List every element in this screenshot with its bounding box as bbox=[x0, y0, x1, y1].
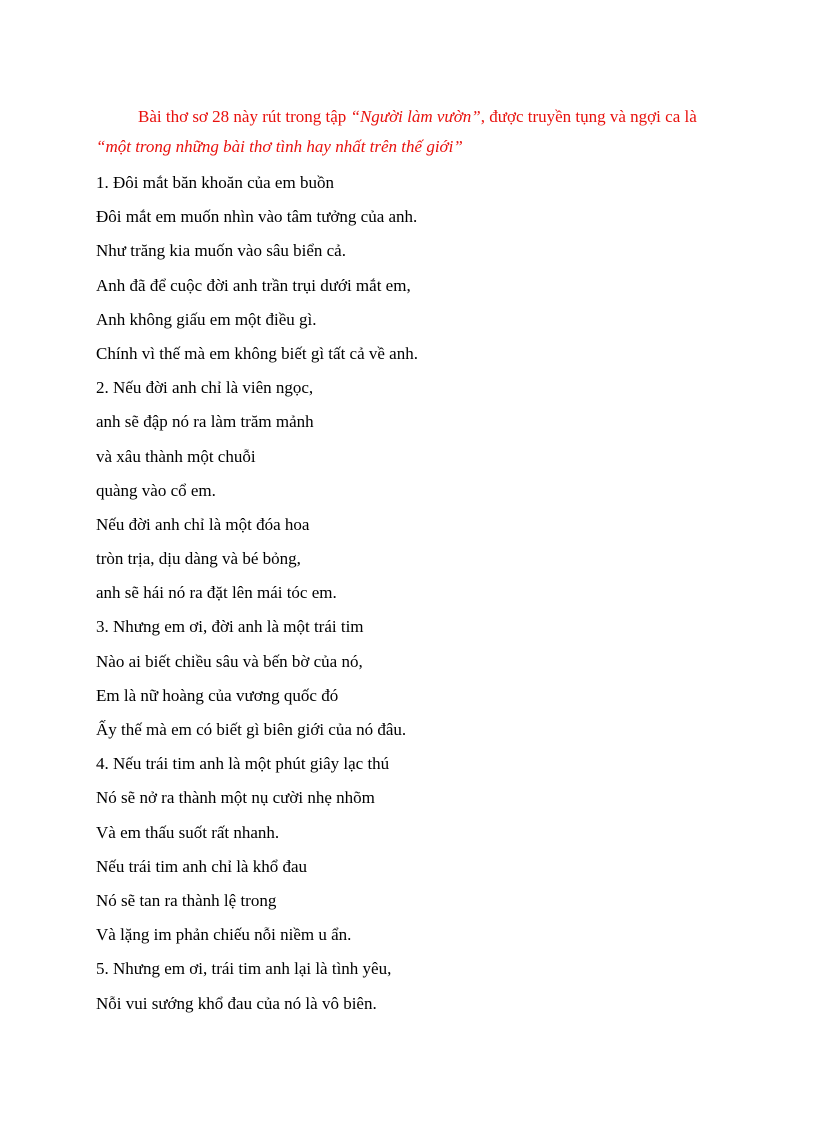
intro-line-1 bbox=[96, 102, 786, 132]
intro-paragraph bbox=[96, 102, 786, 162]
poem-line: Nếu đời anh chỉ là một đóa hoa bbox=[96, 514, 310, 534]
intro-quote: “một trong những bài thơ tình hay nhất trên thế giới” bbox=[96, 137, 463, 156]
poem-line: Nỗi vui sướng khổ đau của nó là vô biên. bbox=[96, 993, 377, 1013]
poem-line: 2. Nếu đời anh chỉ là viên ngọc, bbox=[96, 378, 314, 398]
poem-body bbox=[96, 170, 786, 1025]
poem-line: Như trăng kia muốn vào sâu biển cả. bbox=[96, 241, 346, 261]
poem-line: Nếu trái tim anh chỉ là khổ đau bbox=[96, 856, 308, 876]
poem-line: quàng vào cổ em. bbox=[96, 480, 216, 500]
poem-line: 4. Nếu trái tim anh là một phút giây lạc thú bbox=[96, 754, 390, 774]
book-title: “Người làm vườn” bbox=[350, 107, 481, 126]
poem-line: và xâu thành một chuỗi bbox=[96, 446, 256, 466]
poem-line: Chính vì thế mà em không biết gì tất cả về anh. bbox=[96, 343, 418, 363]
poem-line: Đôi mắt em muốn nhìn vào tâm tưởng của anh. bbox=[96, 207, 418, 227]
poem-line: Và lặng im phản chiếu nỗi niềm u ẩn. bbox=[96, 925, 352, 945]
poem-line: 5. Nhưng em ơi, trái tim anh lại là tình yêu, bbox=[96, 959, 392, 979]
poem-line: Và em thấu suốt rất nhanh. bbox=[96, 822, 280, 842]
poem-line: Em là nữ hoàng của vương quốc đó bbox=[96, 685, 339, 705]
intro-text-start: Bài thơ sơ 28 này rút trong tập bbox=[138, 107, 351, 126]
poem-line: Anh đã để cuộc đời anh trần trụi dưới mắt em, bbox=[96, 275, 411, 295]
poem-line: Nó sẽ nở ra thành một nụ cười nhẹ nhõm bbox=[96, 788, 375, 808]
poem-line: Nào ai biết chiều sâu và bến bờ của nó, bbox=[96, 651, 363, 671]
poem-line: anh sẽ đập nó ra làm trăm mảnh bbox=[96, 412, 314, 432]
poem-line: 1. Đôi mắt băn khoăn của em buồn bbox=[96, 173, 334, 192]
poem-line: Ấy thế mà em có biết gì biên giới của nó đâu. bbox=[96, 720, 407, 739]
poem-line: 3. Nhưng em ơi, đời anh là một trái tim bbox=[96, 617, 364, 637]
poem-line: anh sẽ hái nó ra đặt lên mái tóc em. bbox=[96, 583, 337, 603]
poem-line: Nó sẽ tan ra thành lệ trong bbox=[96, 890, 277, 910]
poem-line: tròn trịa, dịu dàng và bé bỏng, bbox=[96, 549, 301, 569]
intro-line-2 bbox=[96, 132, 786, 162]
poem-line: Anh không giấu em một điều gì. bbox=[96, 309, 317, 329]
intro-text-end: , được truyền tụng và ngợi ca là bbox=[480, 107, 697, 126]
